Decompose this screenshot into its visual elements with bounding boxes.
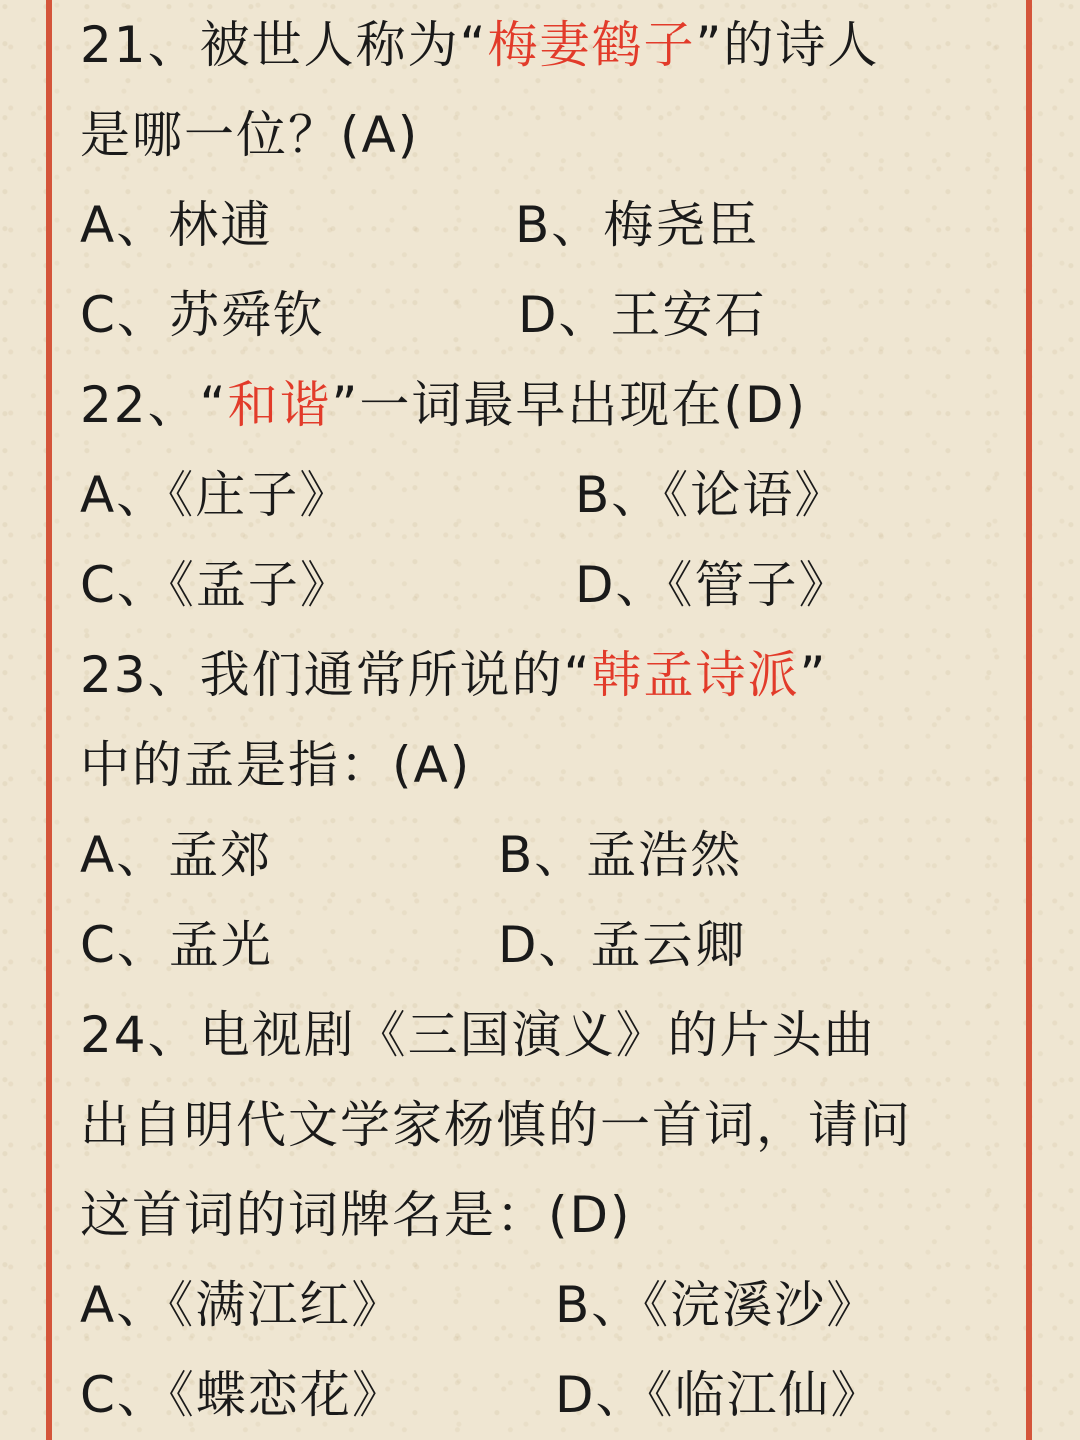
question-24-option-a: A、《满江红》 [80, 1276, 404, 1334]
question-21-prefix: 21、被世人称为“ [80, 16, 488, 74]
question-22-option-c: C、《孟子》 [80, 556, 352, 614]
question-21-option-d: D、王安石 [518, 286, 767, 344]
question-23-suffix: ” [799, 646, 828, 704]
question-23-option-b: B、孟浩然 [498, 826, 743, 884]
question-21-suffix: ”的诗人 [695, 16, 880, 74]
question-23-line-1 [80, 640, 827, 710]
question-22-option-a: A、《庄子》 [80, 466, 352, 524]
question-21-line-1 [80, 10, 879, 80]
question-23-option-c: C、孟光 [80, 916, 273, 974]
question-21-option-c: C、苏舜钦 [80, 286, 325, 344]
question-21-line-2: 是哪一位？(A) [80, 106, 420, 164]
question-24-line-3: 这首词的词牌名是：(D) [80, 1186, 632, 1244]
question-22-option-b: B、《论语》 [575, 466, 847, 524]
question-24-option-b: B、《浣溪沙》 [555, 1276, 879, 1334]
question-24-option-d: D、《临江仙》 [555, 1366, 883, 1424]
left-border-line [46, 0, 52, 1440]
question-23-prefix: 23、我们通常所说的“ [80, 646, 592, 704]
question-23-line-2: 中的孟是指：(A) [80, 736, 472, 794]
question-23-highlight: 韩孟诗派 [591, 646, 800, 704]
right-border-line [1026, 0, 1032, 1440]
question-21-option-a: A、林逋 [80, 196, 273, 254]
question-24-line-2: 出自明代文学家杨慎的一首词，请问 [80, 1096, 912, 1154]
question-23-option-d: D、孟云卿 [498, 916, 747, 974]
question-23-option-a: A、孟郊 [80, 826, 273, 884]
question-24-option-c: C、《蝶恋花》 [80, 1366, 404, 1424]
question-22-prefix: 22、“ [80, 376, 228, 434]
question-22-highlight: 和谐 [227, 376, 332, 434]
question-24-line-1: 24、电视剧《三国演义》的片头曲 [80, 1006, 876, 1064]
question-22-option-d: D、《管子》 [575, 556, 851, 614]
question-22-line-1 [80, 370, 807, 440]
question-21-option-b: B、梅尧臣 [515, 196, 760, 254]
question-21-highlight: 梅妻鹤子 [487, 16, 696, 74]
question-22-suffix: ”一词最早出现在(D) [331, 376, 807, 434]
